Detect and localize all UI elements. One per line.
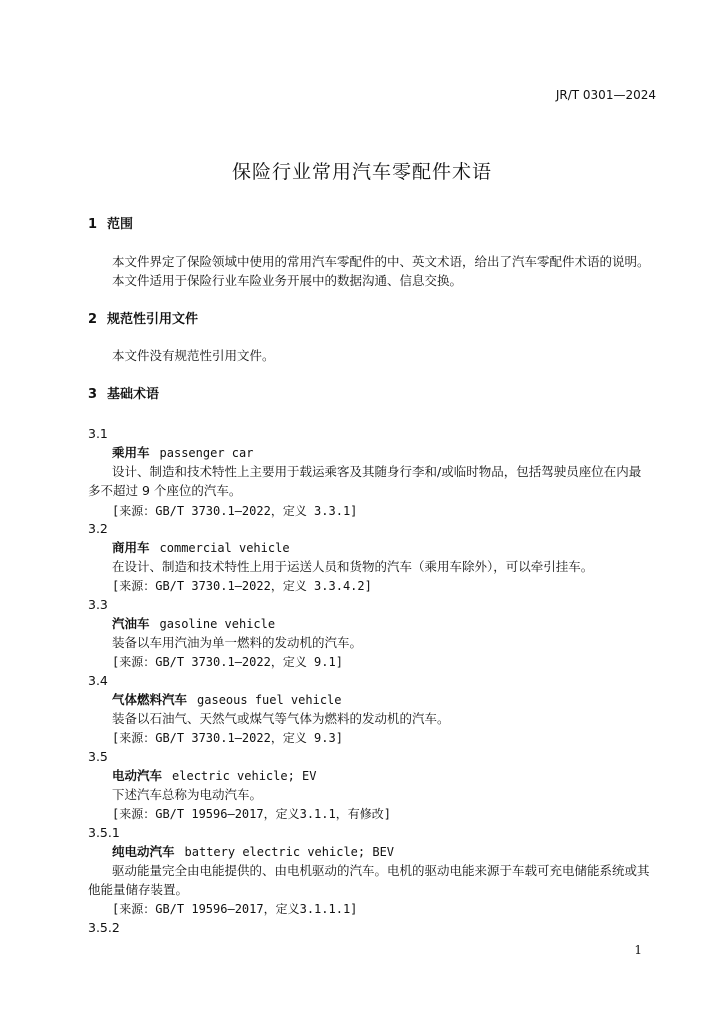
page-number: 1 [634,943,642,957]
document-number: JR/T 0301—2024 [555,88,656,102]
section-number: 3 [88,387,98,402]
term-source: [来源：GB/T 3730.1—2022，定义 3.3.1] [112,504,358,518]
term-number: 3.1 [88,426,108,441]
term-definition: 装备以石油气、天然气或煤气等气体为燃料的发动机的汽车。 [112,711,450,726]
section-heading-scope [88,216,133,234]
term-entry [112,767,317,785]
term-en: gaseous fuel vehicle [197,693,342,707]
term-definition-continued: 他能量储存装置。 [88,882,189,897]
section-heading-basic-terms [88,386,159,404]
term-definition: 设计、制造和技术特性上主要用于载运乘客及其随身行李和/或临时物品，包括驾驶员座位在内最 [112,464,642,479]
term-entry [112,444,253,462]
document-title: 保险行业常用汽车零配件术语 [231,161,492,183]
term-entry [112,615,275,633]
term-en: passenger car [159,446,254,460]
section-number: 1 [88,217,98,232]
term-definition: 装备以车用汽油为单一燃料的发动机的汽车。 [112,635,363,650]
term-definition: 下述汽车总称为电动汽车。 [112,787,263,802]
term-number: 3.5.1 [88,825,120,840]
term-source: [来源：GB/T 3730.1—2022，定义 9.1] [112,655,343,669]
term-en: electric vehicle; EV [172,769,317,783]
term-zh: 商用车 [112,540,150,555]
term-source: [来源：GB/T 19596—2017，定义3.1.1.1] [112,902,358,916]
term-zh: 汽油车 [112,616,150,631]
term-source: [来源：GB/T 3730.1—2022，定义 9.3] [112,731,343,745]
term-zh: 纯电动汽车 [112,844,175,859]
term-en: gasoline vehicle [159,617,276,631]
term-number: 3.5 [88,749,108,764]
term-number: 3.4 [88,673,108,688]
term-source: [来源：GB/T 19596—2017，定义3.1.1，有修改] [112,807,391,821]
section-title: 基础术语 [107,387,160,402]
section-title: 范围 [107,217,134,232]
term-definition: 驱动能量完全由电能提供的、由电机驱动的汽车。电机的驱动电能来源于车载可充电储能系统或其 [112,863,650,878]
section-heading-normative-references [88,311,198,329]
term-number: 3.5.2 [88,920,120,935]
scope-paragraph-2: 本文件适用于保险行业车险业务开展中的数据沟通、信息交换。 [112,273,463,288]
term-en: battery electric vehicle; BEV [184,845,395,859]
section-title: 规范性引用文件 [107,312,199,327]
term-source: [来源：GB/T 3730.1—2022，定义 3.3.4.2] [112,579,372,593]
section-number: 2 [88,312,98,327]
term-en: commercial vehicle [159,541,290,555]
term-zh: 乘用车 [112,445,150,460]
term-definition-continued: 多不超过 9 个座位的汽车。 [88,483,242,498]
term-definition: 在设计、制造和技术特性上用于运送人员和货物的汽车（乘用车除外），可以牵引挂车。 [112,559,594,574]
term-zh: 电动汽车 [112,768,163,783]
term-number: 3.2 [88,521,108,536]
term-entry [112,539,290,557]
term-entry [112,843,394,861]
term-entry [112,691,342,709]
term-number: 3.3 [88,597,108,612]
scope-paragraph-1: 本文件界定了保险领域中使用的常用汽车零配件的中、英文术语，给出了汽车零配件术语的说明。 [112,254,650,269]
references-paragraph: 本文件没有规范性引用文件。 [112,348,275,363]
term-zh: 气体燃料汽车 [112,692,188,707]
